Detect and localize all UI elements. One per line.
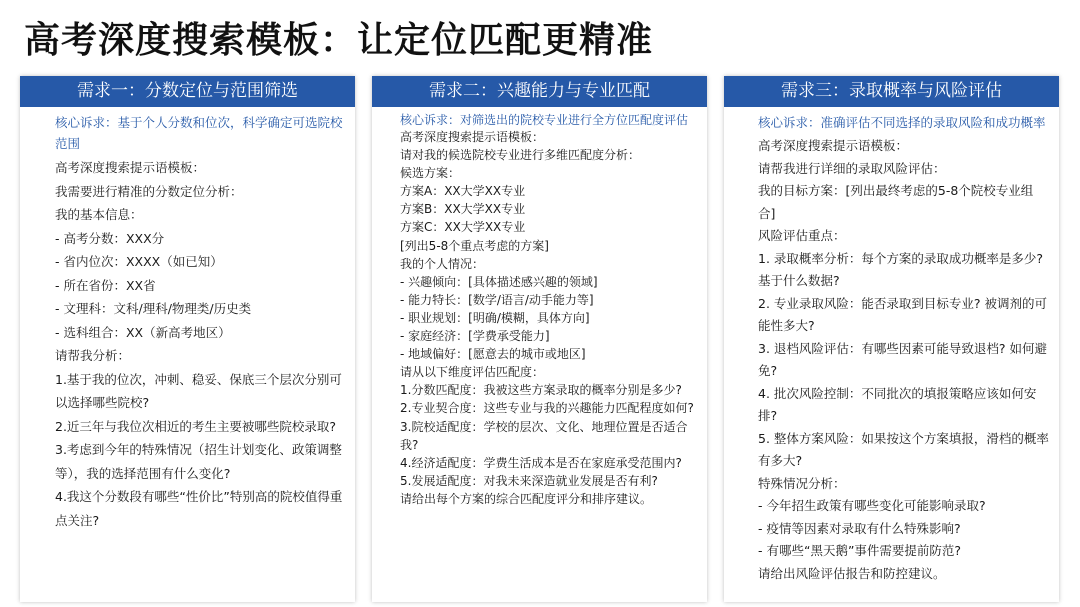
body-line: 请给出每个方案的综合匹配度评分和排序建议。 [400, 491, 653, 506]
page-title: 高考深度搜索模板：让定位匹配更精准 [24, 20, 654, 61]
body-line: 2.近三年与我位次相近的考生主要被哪些院校录取? [55, 418, 337, 434]
panel-requirement-2 [372, 76, 707, 602]
body-line: 高考深度搜索提示语模板： [758, 138, 909, 153]
body-line: - 疫情等因素对录取有什么特殊影响? [758, 520, 961, 536]
body-line: 风险评估重点： [758, 228, 846, 243]
body-line: 我的基本信息： [55, 207, 143, 222]
body-line: - 家庭经济：[学费承受能力] [400, 329, 550, 344]
body-line: - 有哪些“黑天鹅”事件需要提前防范? [758, 543, 962, 558]
panel-header: 需求二：兴趣能力与专业匹配 [372, 76, 707, 107]
body-line: 请对我的候选院校专业进行多维匹配度分析： [400, 148, 641, 163]
panel-header: 需求一：分数定位与范围筛选 [20, 76, 355, 107]
body-line: 3.考虑到今年的特殊情况（招生计划变化、政策调整等），我的选择范围有什么变化? [55, 442, 342, 481]
body-line: 5. 整体方案风险：如果按这个方案填报，滑档的概率有多大? [758, 430, 1049, 468]
body-line: 请从以下维度评估匹配度： [400, 365, 545, 380]
core-demand: 核心诉求：对筛选出的院校专业进行全方位匹配度评估 [400, 113, 689, 127]
body-line: 1.分数匹配度：我被这些方案录取的概率分别是多少? [400, 383, 682, 398]
body-line: 4.我这个分数段有哪些“性价比”特别高的院校值得重点关注? [55, 489, 343, 528]
body-line: 请帮我进行详细的录取风险评估： [758, 160, 946, 176]
panel-requirement-3 [724, 76, 1059, 602]
body-line: 方案A：XX大学XX专业 [400, 184, 526, 199]
body-line: 3.院校适配度：学校的层次、文化、地理位置是否适合我? [400, 419, 688, 452]
body-line: 2. 专业录取风险：能否录取到目标专业? 被调剂的可能性多大? [758, 295, 1048, 333]
body-line: - 省内位次：XXXX（如已知） [55, 254, 223, 269]
body-line: - 选科组合：XX（新高考地区） [55, 324, 231, 340]
body-line: 请给出风险评估报告和防控建议。 [758, 565, 946, 581]
body-line: 4.经济适配度：学费生活成本是否在家庭承受范围内? [400, 455, 682, 470]
body-line: - 地域偏好：[愿意去的城市或地区] [400, 347, 586, 362]
body-line: - 兴趣倾向：[具体描述感兴趣的领域] [400, 274, 598, 289]
body-line: - 能力特长：[数学/语言/动手能力等] [400, 292, 594, 307]
body-line: 请帮我分析： [55, 348, 131, 363]
body-line: 我需要进行精准的分数定位分析： [55, 183, 243, 199]
body-line: 4. 批次风险控制：不同批次的填报策略应该如何安排? [758, 385, 1037, 423]
body-line: 方案B：XX大学XX专业 [400, 202, 526, 217]
core-demand: 核心诉求：基于个人分数和位次，科学确定可选院校范围 [55, 115, 343, 151]
body-line: [列出5-8个重点考虑的方案] [400, 238, 549, 253]
panel-header: 需求三：录取概率与风险评估 [724, 76, 1059, 107]
body-line: - 文理科：文科/理科/物理类/历史类 [55, 301, 252, 316]
body-line: 1. 录取概率分析：每个方案的录取成功概率是多少? 基于什么数据? [758, 250, 1044, 288]
body-line: 高考深度搜索提示语模板： [400, 130, 545, 144]
panel-requirement-1 [20, 76, 355, 602]
body-line: - 职业规划：[明确/模糊，具体方向] [400, 310, 590, 325]
body-line: 高考深度搜索提示语模板： [55, 160, 206, 175]
body-line: 1.基于我的位次，冲刺、稳妥、保底三个层次分别可以选择哪些院校? [55, 371, 342, 410]
body-line: - 所在省份：XX省 [55, 277, 156, 293]
body-line: 我的个人情况： [400, 256, 485, 271]
body-line: 我的目标方案：[列出最终考虑的5-8个院校专业组合] [758, 183, 1034, 221]
body-line: - 今年招生政策有哪些变化可能影响录取? [758, 498, 986, 513]
body-line: - 高考分数：XXX分 [55, 230, 165, 246]
body-line: 2.专业契合度：这些专业与我的兴趣能力匹配程度如何? [400, 401, 694, 416]
body-line: 方案C：XX大学XX专业 [400, 220, 526, 235]
body-line: 候选方案： [400, 166, 461, 181]
core-demand: 核心诉求：准确评估不同选择的录取风险和成功概率 [758, 115, 1046, 130]
body-line: 特殊情况分析： [758, 475, 846, 491]
body-line: 5.发展适配度：对我未来深造就业发展是否有利? [400, 473, 658, 488]
body-line: 3. 退档风险评估：有哪些因素可能导致退档? 如何避免? [758, 340, 1048, 378]
